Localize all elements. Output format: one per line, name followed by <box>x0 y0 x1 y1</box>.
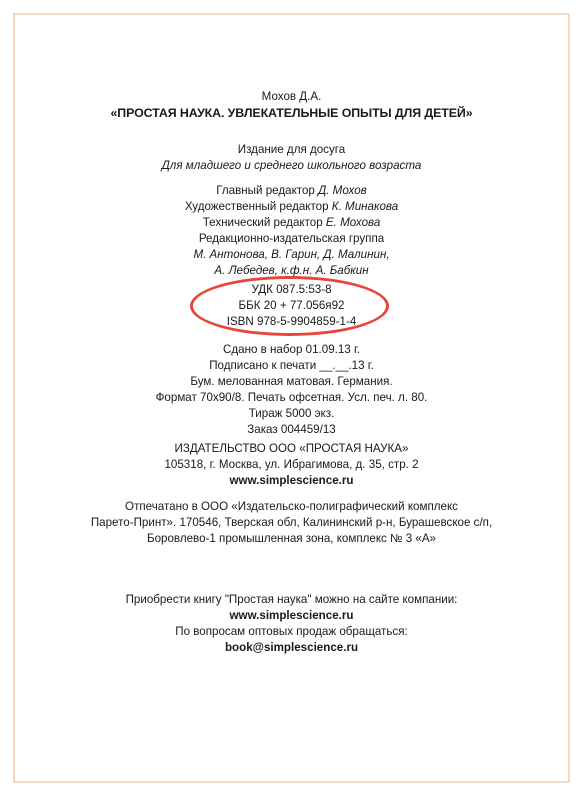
editorial-group-members: М. Антонова, В. Гарин, Д. Малинин, <box>193 248 390 261</box>
publisher-website: www.simplescience.ru <box>229 474 354 487</box>
sales-block <box>13 592 570 656</box>
paper-info: Бум. мелованная матовая. Германия. <box>190 375 393 388</box>
printer-line: Отпечатано в ООО «Издательско-полиграфический комплекс <box>125 500 458 513</box>
audience: Для младшего и среднего школьного возраста <box>161 159 422 172</box>
order-number: Заказ 004459/13 <box>247 423 336 436</box>
buy-text: Приобрести книгу "Простая наука" можно на сайте компании: <box>125 593 458 606</box>
tech-editor: Технический редактор Е. Мохова <box>202 216 381 229</box>
buy-website: www.simplescience.ru <box>229 609 354 622</box>
editorial-group-label: Редакционно-издательская группа <box>198 232 385 245</box>
publisher-name: ИЗДАТЕЛЬСТВО ООО «ПРОСТАЯ НАУКА» <box>174 442 409 455</box>
format-info: Формат 70х90/8. Печать офсетная. Усл. печ. л. 80. <box>155 391 428 404</box>
edition-type: Издание для досуга <box>237 143 346 156</box>
editorial-group-members: А. Лебедев, к.ф.н. А. Бабкин <box>214 264 369 277</box>
isbn-code: ISBN 978-5-9904859-1-4 <box>226 315 357 328</box>
edition-block <box>13 142 570 174</box>
signed-date: Подписано к печати __.__.13 г. <box>209 359 374 372</box>
print-run: Тираж 5000 экз. <box>248 407 335 420</box>
udk-code: УДК 087.5:53-8 <box>251 283 332 296</box>
publisher-block <box>13 441 570 489</box>
author-name: Мохов Д.А. <box>261 90 322 103</box>
printer-block <box>13 499 570 547</box>
credits-block <box>13 183 570 279</box>
printer-line: Парето-Принт». 170546, Тверская обл, Калининский р-н, Бурашевское с/п, <box>90 516 493 529</box>
bbk-code: ББК 20 + 77.056я92 <box>238 299 345 312</box>
chief-editor: Главный редактор Д. Мохов <box>216 184 367 197</box>
book-title: «ПРОСТАЯ НАУКА. УВЛЕКАТЕЛЬНЫЕ ОПЫТЫ ДЛЯ ДЕТЕЙ» <box>110 106 473 120</box>
title-block <box>13 89 570 121</box>
print-info-block <box>13 342 570 438</box>
wholesale-text: По вопросам оптовых продаж обращаться: <box>175 625 408 638</box>
contact-email: book@simplescience.ru <box>224 641 359 654</box>
publisher-address: 105318, г. Москва, ул. Ибрагимова, д. 35, стр. 2 <box>164 458 419 471</box>
codes-block <box>13 282 570 330</box>
art-editor: Художественный редактор К. Минакова <box>184 200 399 213</box>
printer-line: Боровлево-1 промышленная зона, комплекс № 3 «А» <box>146 532 437 545</box>
typeset-date: Сдано в набор 01.09.13 г. <box>222 343 361 356</box>
